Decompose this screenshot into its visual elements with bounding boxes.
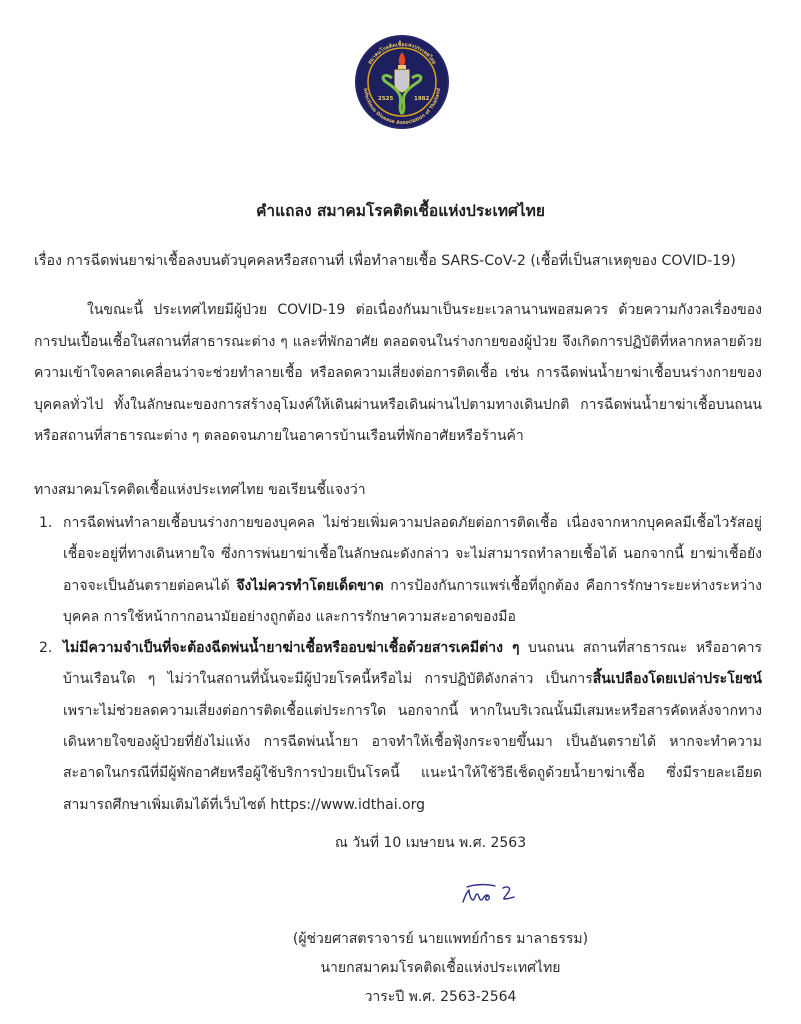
list-item-text: การป้องกันการแพร่เชื้อที่ถูกต้อง คือการรักษาระยะห่างระหว่างบุคคล การใช้หน้ากากอนามัยอย่างถูกต้อง และการรักษาความสะอาดของมือ: [63, 577, 762, 625]
svg-text:สมาคมโรคติดเชื้อแห่งประเทศไทย: สมาคมโรคติดเชื้อแห่งประเทศไทย: [367, 41, 437, 66]
svg-text:2525: 2525: [378, 96, 394, 102]
statement-subject: เรื่อง การฉีดพ่นยาฆ่าเชื้อลงบนตัวบุคคลหรือสถานที่ เพื่อทำลายเชื้อ SARS-CoV-2 (เชื้อที่เป็นสาเหตุของ COVID-19): [34, 253, 736, 269]
signatory-position: นายกสมาคมโรคติดเชื้อแห่งประเทศไทย: [320, 960, 561, 976]
clarification-intro: ทางสมาคมโรคติดเชื้อแห่งประเทศไทย ขอเรียนชี้แจงว่า: [34, 482, 366, 498]
list-item-emphasis: จึงไม่ควรทำโดยเด็ดขาด: [236, 577, 384, 594]
list-item-emphasis: ไม่มีความจำเป็นที่จะต้องฉีดพ่นน้ำยาฆ่าเชื้อหรืออบฆ่าเชื้อด้วยสารเคมีต่าง ๆ: [63, 640, 520, 657]
association-seal-icon: [354, 34, 450, 130]
association-logo: [354, 34, 450, 130]
clarification-list: [34, 508, 762, 821]
body-paragraph: ในขณะนี้ ประเทศไทยมีผู้ป่วย COVID-19 ต่อเนื่องกันมาเป็นระยะเวลานานพอสมควร ด้วยความกังวลเรื่องของการปนเปื้อนเชื้อในสถานที่สาธารณะต่าง ๆ และที่พักอาศัย ตลอดจนในร่างกายของผู้ป่วย จึงเกิดการปฏิบัติที่หลากหลายด้วยความเข้าใจคลาดเคลื่อนว่าจะช่วยทำลายเชื้อ หรือลดความเสี่ยงต่อการติดเชื้อ เช่น การฉีดพ่นน้ำยาฆ่าเชื้อบนร่างกายของบุคคลทั่วไป ทั้งในลักษณะของการสร้างอุโมงค์ให้เดินผ่านหรือเดินผ่านไปตามทางเดินปกติ การฉีดพ่นน้ำยาฆ่าเชื้อบนถนนหรือสถานที่สาธารณะต่าง ๆ ตลอดจนภายในอาคารบ้านเรือนที่พักอาศัยหรือร้านค้า: [34, 302, 762, 444]
list-item: [34, 508, 762, 633]
statement-title: คำแถลง สมาคมโรคติดเชื้อแห่งประเทศไทย: [256, 202, 545, 220]
svg-text:Infectious Disease Association: Infectious Disease Association of Thailand: [362, 87, 442, 127]
list-item-text: การฉีดพ่นทำลายเชื้อบนร่างกายของบุคคล ไม่ช่วยเพิ่มความปลอดภัยต่อการติดเชื้อ เนื่องจากหากบุคคลมีเชื้อไวรัสอยู่ เชื้อจะอยู่ที่ทางเดินหายใจ ซึ่งการพ่นยาฆ่าเชื้อในลักษณะดังกล่าว จะไม่สามารถทำลายเชื้อได้ นอกจากนี้ ยาฆ่าเชื้อยังอาจจะเป็นอันตรายต่อคนได้: [63, 515, 762, 594]
statement-date: ณ วันที่ 10 เมษายน พ.ศ. 2563: [334, 835, 527, 851]
handwritten-signature-icon: [457, 878, 527, 908]
list-item-text: บนถนน สถานที่สาธารณะ หรืออาคารบ้านเรือนใด ๆ ไม่ว่าในสถานที่นั้นจะมีผู้ป่วยโรคนี้หรือไม่ การปฏิบัติดังกล่าว เป็นการ: [63, 640, 762, 688]
list-item: [34, 633, 762, 821]
list-item-emphasis: สิ้นเปลืองโดยเปล่าประโยชน์: [592, 671, 762, 688]
signatory-name: (ผู้ช่วยศาสตราจารย์ นายแพทย์กำธร มาลาธรรม): [292, 931, 589, 947]
list-number: 2.: [39, 640, 53, 657]
list-item-text: เพราะไม่ช่วยลดความเสี่ยงต่อการติดเชื้อแต่ประการใด นอกจากนี้ หากในบริเวณนั้นมีเสมหะหรือสารคัดหลั่งจากทางเดินหายใจของผู้ป่วยที่ยังไม่แห้ง การฉีดพ่นน้ำยา อาจทำให้เชื้อฟุ้งกระจายขึ้นมา เป็นอันตรายได้ หากจะทำความสะอาดในกรณีที่มีผู้พักอาศัยหรือผู้ใช้บริการป่วยเป็นโรคนี้ แนะนำให้ใช้วิธีเช็ดถูด้วยน้ำยาฆ่าเชื้อ ซึ่งมีรายละเอียด สามารถศึกษาเพิ่มเติมได้ที่เว็บไซต์: [63, 702, 762, 813]
signature: [457, 878, 527, 908]
svg-text:1982: 1982: [414, 96, 430, 102]
signatory-term: วาระปี พ.ศ. 2563-2564: [364, 989, 517, 1005]
list-number: 1.: [39, 515, 53, 531]
website-link[interactable]: https://www.idthai.org: [270, 796, 425, 813]
